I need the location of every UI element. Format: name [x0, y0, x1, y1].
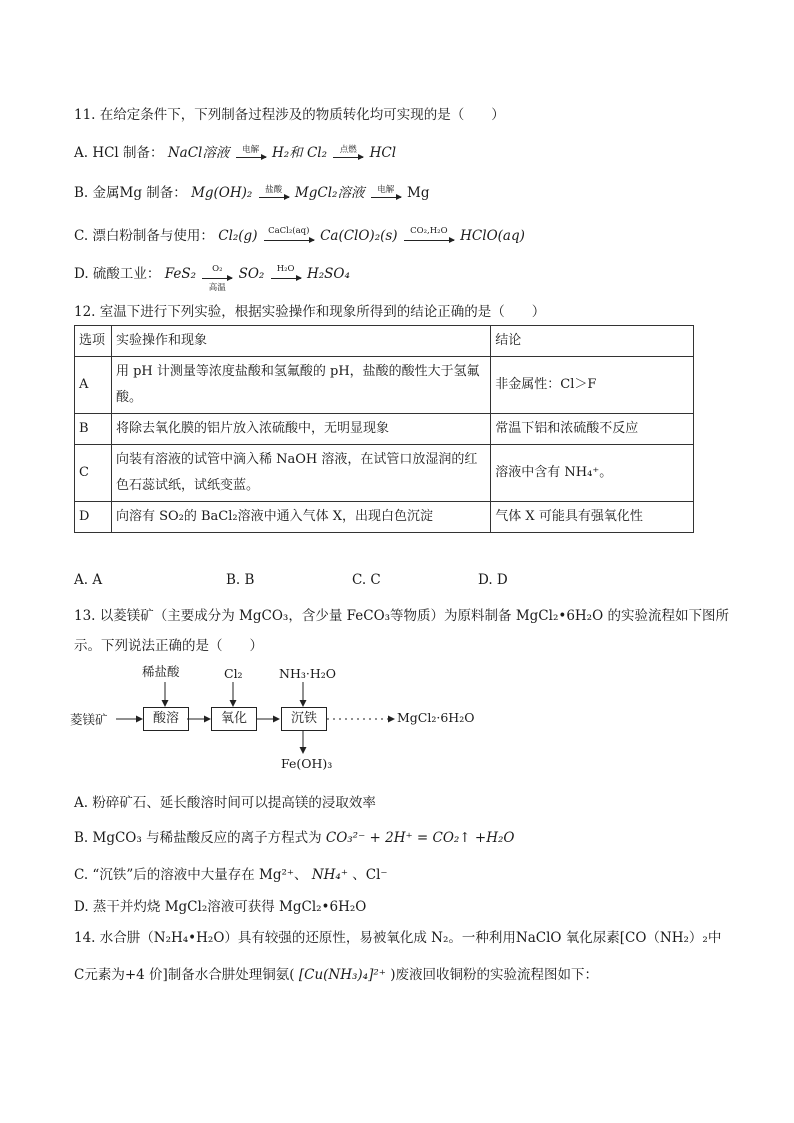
- table-header: 结论: [491, 326, 694, 357]
- q11-d-c1b: 高温: [208, 282, 226, 293]
- q11-a-s4: HCl: [369, 145, 397, 161]
- table-row: [75, 414, 694, 445]
- q11-c-s3: HClO(aq): [460, 228, 525, 244]
- table-cell-option: C: [75, 445, 112, 502]
- table-header-row: [75, 326, 694, 357]
- table-cell-operation: 用 pH 计测量等浓度盐酸和氢氟酸的 pH，盐酸的酸性大于氢氟酸。: [111, 357, 490, 414]
- reaction-arrow-icon: [404, 225, 454, 244]
- table-cell-option: B: [75, 414, 112, 445]
- q11-a-label: A. HCl 制备：: [74, 145, 164, 161]
- reaction-arrow-icon: [202, 263, 232, 293]
- q11-a-s2: H₂和: [271, 145, 303, 161]
- table-cell-conclusion: 常温下铝和浓硫酸不反应: [491, 414, 694, 445]
- q13-stem-line2: 示。下列说法正确的是（ ）: [74, 638, 263, 654]
- q12-table: [74, 325, 694, 533]
- table-header: 选项: [75, 326, 112, 357]
- flow-product-label: MgCl₂·6H₂O: [397, 710, 475, 725]
- flow-byproduct-label: Fe(OH)₃: [281, 756, 333, 771]
- q11-b-s1: Mg(OH)₂: [191, 185, 253, 201]
- q11-b-s3: Mg: [407, 185, 430, 201]
- table-cell-operation: 向溶有 SO₂的 BaCl₂溶液中通入气体 X，出现白色沉淀: [111, 502, 490, 533]
- q11-a-c2: 点燃: [339, 144, 357, 155]
- q13-option-b[interactable]: [74, 826, 514, 846]
- q11-stem: 11. 在给定条件下，下列制备过程涉及的物质转化均可实现的是（ ）: [74, 107, 505, 123]
- q13-c-ion: NH₄⁺: [311, 867, 348, 883]
- q13-option-d[interactable]: D. 蒸干并灼烧 MgCl₂溶液可获得 MgCl₂•6H₂O: [74, 899, 367, 915]
- q11-b-c2: 电解: [377, 184, 395, 195]
- q11-c-label: C. 漂白粉制备与使用：: [74, 228, 214, 244]
- q11-b-s2: MgCl₂溶液: [294, 185, 365, 201]
- q13-c-text: C. “沉铁”后的溶液中大量存在 Mg²⁺、: [74, 867, 308, 883]
- q11-c-s1: Cl₂(g): [218, 228, 258, 244]
- q14-line2-a: C元素为+4 价]制备水合肼处理铜氨(: [74, 967, 295, 983]
- flow-reagent-label: Cl₂: [224, 666, 243, 681]
- q11-d-s1: FeS₂: [164, 266, 197, 282]
- reaction-arrow-icon: [371, 184, 401, 201]
- q11-option-c[interactable]: [74, 224, 525, 244]
- table-cell-operation: 将除去氧化膜的铝片放入浓硫酸中，无明显现象: [111, 414, 490, 445]
- table-header: 实验操作和现象: [111, 326, 490, 357]
- q11-option-d[interactable]: [74, 262, 350, 293]
- flow-reagent-label: NH₃·H₂O: [279, 666, 336, 681]
- reaction-arrow-icon: [236, 144, 266, 161]
- q13-c-tail: 、Cl⁻: [352, 867, 388, 883]
- table-row: [75, 357, 694, 414]
- q12-choice-b[interactable]: B. B: [226, 572, 255, 588]
- q11-a-c1: 电解: [242, 144, 260, 155]
- q11-d-c1: O₂: [212, 263, 223, 274]
- table-row: [75, 445, 694, 502]
- q11-d-s3: H₂SO₄: [306, 266, 350, 282]
- q13-option-c[interactable]: [74, 863, 388, 883]
- table-cell-conclusion: 溶液中含有 NH₄⁺。: [491, 445, 694, 502]
- q11-a-s1: NaCl溶液: [167, 145, 230, 161]
- table-row: [75, 502, 694, 533]
- table-cell-conclusion: 气体 X 可能具有强氧化性: [491, 502, 694, 533]
- reaction-arrow-icon: [259, 184, 289, 201]
- q12-stem: 12. 室温下进行下列实验，根据实验操作和现象所得到的结论正确的是（ ）: [74, 304, 546, 320]
- q11-b-label: B. 金属Mg 制备：: [74, 185, 187, 201]
- q12-choice-d[interactable]: D. D: [478, 572, 508, 588]
- q11-a-s3: Cl₂: [306, 145, 327, 161]
- q14-line1: 14. 水合肼（N₂H₄•H₂O）具有较强的还原性，易被氧化成 N₂。一种利用NaClO 氧化尿素[CO（NH₂）₂中: [74, 930, 722, 946]
- q11-b-c1: 盐酸: [265, 184, 283, 195]
- table-cell-operation: 向装有溶液的试管中滴入稀 NaOH 溶液，在试管口放湿润的红色石蕊试纸，试纸变蓝。: [111, 445, 490, 502]
- q11-c-c2: CO₂,H₂O: [410, 225, 448, 236]
- flow-start-label: 菱镁矿: [70, 712, 108, 727]
- q13-b-equation: CO₃²⁻ + 2H⁺ = CO₂↑ +H₂O: [325, 830, 515, 846]
- flow-step-box: 氧化: [211, 707, 257, 731]
- q14-line2: [74, 963, 598, 983]
- q11-d-c2: H₂O: [276, 263, 295, 274]
- table-cell-conclusion: 非金属性：Cl＞F: [491, 357, 694, 414]
- q13-stem-line1: 13. 以菱镁矿（主要成分为 MgCO₃，含少量 FeCO₃等物质）为原料制备 MgCl₂•6H₂O 的实验流程如下图所: [74, 608, 729, 624]
- flow-step-box: 沉铁: [281, 707, 327, 731]
- table-cell-option: A: [75, 357, 112, 414]
- q14-line2-ion: [Cu(NH₃)₄]²⁺: [298, 967, 386, 983]
- flow-step-box: 酸溶: [143, 707, 189, 731]
- q14-line2-b: )废液回收铜粉的实验流程图如下：: [390, 967, 598, 983]
- q12-choice-a[interactable]: A. A: [74, 572, 103, 588]
- q11-option-a[interactable]: [74, 141, 396, 161]
- q13-b-text: B. MgCO₃ 与稀盐酸反应的离子方程式为: [74, 830, 322, 846]
- q11-c-s2: Ca(ClO)₂(s): [320, 228, 398, 244]
- q11-c-c1: CaCl₂(aq): [268, 225, 310, 236]
- q13-option-a[interactable]: A. 粉碎矿石、延长酸溶时间可以提高镁的浸取效率: [74, 795, 376, 811]
- table-cell-option: D: [75, 502, 112, 533]
- q11-option-b[interactable]: [74, 181, 430, 201]
- q13-flow-diagram: [70, 660, 490, 780]
- flow-reagent-label: 稀盐酸: [142, 664, 180, 679]
- q11-d-label: D. 硫酸工业：: [74, 266, 161, 282]
- reaction-arrow-icon: [271, 263, 301, 282]
- reaction-arrow-icon: [333, 144, 363, 161]
- reaction-arrow-icon: [264, 225, 314, 244]
- q11-d-s2: SO₂: [238, 266, 265, 282]
- q12-choice-c[interactable]: C. C: [352, 572, 381, 588]
